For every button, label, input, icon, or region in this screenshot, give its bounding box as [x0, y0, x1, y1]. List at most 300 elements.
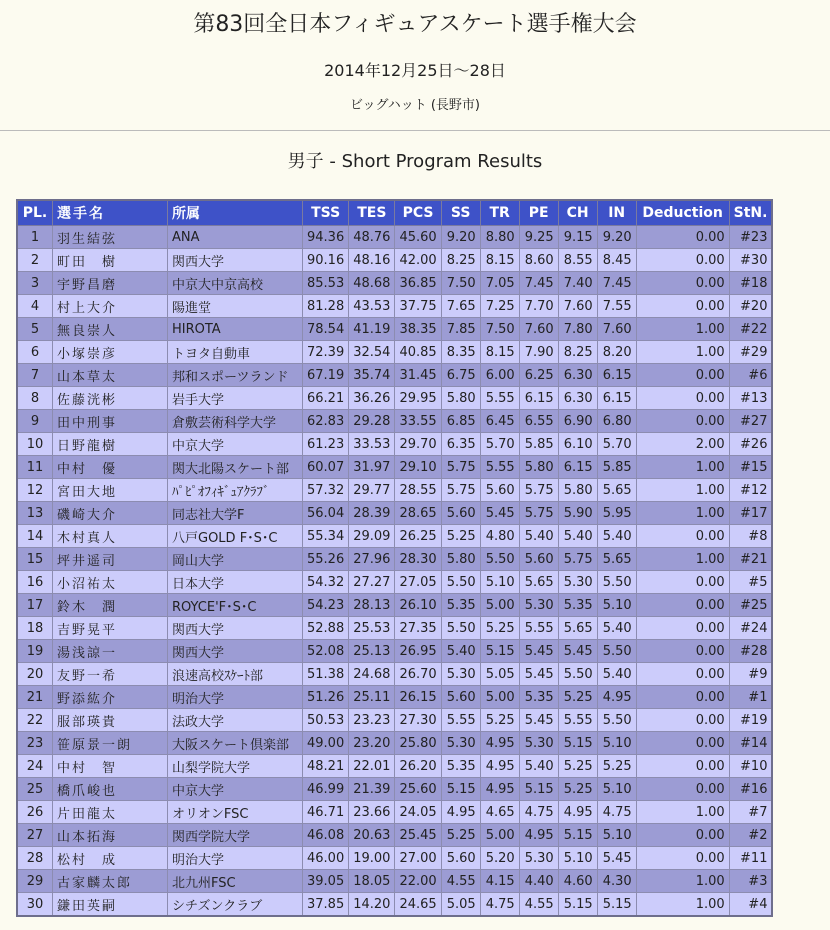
- cell-start-number: #16: [729, 778, 772, 801]
- cell-ch: 6.10: [558, 433, 597, 456]
- cell-ch: 5.30: [558, 571, 597, 594]
- cell-start-number: #17: [729, 502, 772, 525]
- cell-in: 7.60: [597, 318, 636, 341]
- cell-place: 9: [17, 410, 53, 433]
- cell-ss: 6.75: [441, 364, 480, 387]
- cell-pe: 5.45: [519, 640, 558, 663]
- cell-in: 8.20: [597, 341, 636, 364]
- cell-tss: 56.04: [303, 502, 349, 525]
- cell-start-number: #14: [729, 732, 772, 755]
- cell-in: 4.30: [597, 870, 636, 893]
- cell-skater: 野添紘介: [53, 686, 168, 709]
- cell-pe: 6.25: [519, 364, 558, 387]
- cell-start-number: #29: [729, 341, 772, 364]
- cell-in: 6.15: [597, 364, 636, 387]
- table-row: [17, 870, 772, 893]
- cell-tes: 23.66: [349, 801, 395, 824]
- cell-start-number: #18: [729, 272, 772, 295]
- cell-ss: 7.85: [441, 318, 480, 341]
- table-row: [17, 410, 772, 433]
- cell-ch: 6.15: [558, 456, 597, 479]
- cell-pcs: 36.85: [395, 272, 441, 295]
- results-body: [17, 226, 772, 917]
- cell-in: 5.85: [597, 456, 636, 479]
- cell-tss: 46.08: [303, 824, 349, 847]
- cell-place: 1: [17, 226, 53, 249]
- cell-tss: 94.36: [303, 226, 349, 249]
- cell-skater: 村上大介: [53, 295, 168, 318]
- cell-ch: 4.95: [558, 801, 597, 824]
- cell-deduction: 1.00: [636, 456, 729, 479]
- cell-ch: 6.30: [558, 387, 597, 410]
- cell-tes: 31.97: [349, 456, 395, 479]
- cell-pe: 7.70: [519, 295, 558, 318]
- cell-place: 5: [17, 318, 53, 341]
- cell-place: 13: [17, 502, 53, 525]
- col-header-ch: CH: [558, 200, 597, 226]
- table-row: [17, 525, 772, 548]
- cell-tr: 5.20: [480, 847, 519, 870]
- event-dates: 2014年12月25日～28日: [324, 61, 506, 80]
- col-header-in: IN: [597, 200, 636, 226]
- cell-pcs: 31.45: [395, 364, 441, 387]
- cell-skater: 無良崇人: [53, 318, 168, 341]
- table-row: [17, 318, 772, 341]
- results-subtitle: 男子 - Short Program Results: [287, 151, 543, 172]
- cell-deduction: 0.00: [636, 640, 729, 663]
- cell-pcs: 26.95: [395, 640, 441, 663]
- cell-place: 17: [17, 594, 53, 617]
- cell-pe: 5.55: [519, 617, 558, 640]
- cell-deduction: 0.00: [636, 824, 729, 847]
- cell-start-number: #24: [729, 617, 772, 640]
- cell-club: 邦和スポーツランド: [168, 364, 303, 387]
- cell-club: 岡山大学: [168, 548, 303, 571]
- cell-pe: 5.30: [519, 732, 558, 755]
- cell-club: ANA: [168, 226, 303, 249]
- cell-pe: 7.60: [519, 318, 558, 341]
- cell-tes: 23.23: [349, 709, 395, 732]
- cell-in: 5.65: [597, 479, 636, 502]
- cell-club: 陽進堂: [168, 295, 303, 318]
- cell-tes: 27.27: [349, 571, 395, 594]
- cell-club: 同志社大学F: [168, 502, 303, 525]
- table-row: [17, 824, 772, 847]
- cell-tss: 54.32: [303, 571, 349, 594]
- cell-ch: 8.55: [558, 249, 597, 272]
- cell-club: オリオンFSC: [168, 801, 303, 824]
- cell-tss: 81.28: [303, 295, 349, 318]
- cell-deduction: 1.00: [636, 318, 729, 341]
- cell-start-number: #26: [729, 433, 772, 456]
- table-row: [17, 686, 772, 709]
- cell-pe: 7.90: [519, 341, 558, 364]
- cell-tr: 5.10: [480, 571, 519, 594]
- table-row: [17, 847, 772, 870]
- cell-ss: 4.95: [441, 801, 480, 824]
- cell-in: 5.40: [597, 525, 636, 548]
- cell-tes: 33.53: [349, 433, 395, 456]
- cell-start-number: #30: [729, 249, 772, 272]
- cell-club: 浪速高校ｽｹｰﾄ部: [168, 663, 303, 686]
- cell-skater: 吉野晃平: [53, 617, 168, 640]
- cell-tss: 46.71: [303, 801, 349, 824]
- cell-tes: 29.09: [349, 525, 395, 548]
- cell-in: 5.50: [597, 571, 636, 594]
- cell-ch: 5.40: [558, 525, 597, 548]
- cell-tes: 43.53: [349, 295, 395, 318]
- cell-pe: 6.15: [519, 387, 558, 410]
- cell-deduction: 1.00: [636, 893, 729, 917]
- cell-deduction: 0.00: [636, 410, 729, 433]
- cell-place: 28: [17, 847, 53, 870]
- cell-pcs: 42.00: [395, 249, 441, 272]
- cell-tss: 57.32: [303, 479, 349, 502]
- cell-deduction: 0.00: [636, 594, 729, 617]
- cell-tes: 48.76: [349, 226, 395, 249]
- table-row: [17, 502, 772, 525]
- cell-tes: 35.74: [349, 364, 395, 387]
- cell-deduction: 1.00: [636, 801, 729, 824]
- cell-deduction: 0.00: [636, 249, 729, 272]
- table-row: [17, 341, 772, 364]
- cell-deduction: 0.00: [636, 709, 729, 732]
- cell-ss: 5.50: [441, 571, 480, 594]
- cell-pe: 5.60: [519, 548, 558, 571]
- results-table: [16, 199, 773, 917]
- cell-start-number: #3: [729, 870, 772, 893]
- cell-pcs: 26.25: [395, 525, 441, 548]
- cell-in: 4.75: [597, 801, 636, 824]
- cell-tr: 6.45: [480, 410, 519, 433]
- col-header-pcs: PCS: [395, 200, 441, 226]
- cell-skater: 友野一希: [53, 663, 168, 686]
- cell-place: 11: [17, 456, 53, 479]
- cell-ch: 5.75: [558, 548, 597, 571]
- cell-pe: 5.40: [519, 755, 558, 778]
- cell-tss: 37.85: [303, 893, 349, 917]
- cell-club: 山梨学院大学: [168, 755, 303, 778]
- cell-place: 10: [17, 433, 53, 456]
- cell-pcs: 28.30: [395, 548, 441, 571]
- cell-place: 26: [17, 801, 53, 824]
- cell-pcs: 27.00: [395, 847, 441, 870]
- table-row: [17, 249, 772, 272]
- cell-ss: 4.55: [441, 870, 480, 893]
- cell-place: 24: [17, 755, 53, 778]
- cell-deduction: 0.00: [636, 272, 729, 295]
- cell-ch: 5.80: [558, 479, 597, 502]
- table-row: [17, 755, 772, 778]
- cell-pcs: 29.10: [395, 456, 441, 479]
- cell-skater: 日野龍樹: [53, 433, 168, 456]
- cell-tr: 5.00: [480, 824, 519, 847]
- cell-in: 5.10: [597, 732, 636, 755]
- table-row: [17, 479, 772, 502]
- cell-club: 北九州FSC: [168, 870, 303, 893]
- cell-tss: 78.54: [303, 318, 349, 341]
- cell-skater: 小沼祐太: [53, 571, 168, 594]
- cell-pcs: 26.70: [395, 663, 441, 686]
- cell-in: 5.10: [597, 594, 636, 617]
- table-row: [17, 456, 772, 479]
- cell-pcs: 45.60: [395, 226, 441, 249]
- cell-pcs: 27.30: [395, 709, 441, 732]
- cell-in: 5.50: [597, 640, 636, 663]
- cell-tss: 67.19: [303, 364, 349, 387]
- cell-pcs: 25.80: [395, 732, 441, 755]
- cell-tss: 66.21: [303, 387, 349, 410]
- cell-in: 7.45: [597, 272, 636, 295]
- cell-place: 23: [17, 732, 53, 755]
- cell-pe: 5.40: [519, 525, 558, 548]
- cell-tes: 19.00: [349, 847, 395, 870]
- cell-tr: 5.00: [480, 686, 519, 709]
- cell-deduction: 0.00: [636, 617, 729, 640]
- cell-ch: 8.25: [558, 341, 597, 364]
- cell-tes: 23.20: [349, 732, 395, 755]
- cell-deduction: 0.00: [636, 686, 729, 709]
- cell-skater: 山本草太: [53, 364, 168, 387]
- cell-in: 5.95: [597, 502, 636, 525]
- cell-pe: 5.30: [519, 847, 558, 870]
- cell-club: 関西大学: [168, 640, 303, 663]
- cell-place: 16: [17, 571, 53, 594]
- cell-deduction: 1.00: [636, 548, 729, 571]
- cell-start-number: #2: [729, 824, 772, 847]
- cell-tr: 5.25: [480, 617, 519, 640]
- cell-tes: 28.39: [349, 502, 395, 525]
- cell-tr: 4.75: [480, 893, 519, 917]
- cell-tr: 7.05: [480, 272, 519, 295]
- cell-start-number: #5: [729, 571, 772, 594]
- cell-deduction: 0.00: [636, 226, 729, 249]
- cell-tr: 6.00: [480, 364, 519, 387]
- cell-pcs: 24.65: [395, 893, 441, 917]
- cell-ss: 8.35: [441, 341, 480, 364]
- cell-start-number: #12: [729, 479, 772, 502]
- cell-pe: 5.30: [519, 594, 558, 617]
- cell-ss: 5.55: [441, 709, 480, 732]
- cell-tes: 28.13: [349, 594, 395, 617]
- table-row: [17, 778, 772, 801]
- cell-ch: 5.65: [558, 617, 597, 640]
- cell-tes: 24.68: [349, 663, 395, 686]
- cell-skater: 坪井遥司: [53, 548, 168, 571]
- table-row: [17, 617, 772, 640]
- cell-ch: 9.15: [558, 226, 597, 249]
- cell-start-number: #27: [729, 410, 772, 433]
- cell-pcs: 27.05: [395, 571, 441, 594]
- cell-tr: 7.50: [480, 318, 519, 341]
- cell-pcs: 38.35: [395, 318, 441, 341]
- cell-club: 明治大学: [168, 686, 303, 709]
- table-row: [17, 548, 772, 571]
- cell-pe: 5.15: [519, 778, 558, 801]
- cell-place: 25: [17, 778, 53, 801]
- cell-ss: 5.25: [441, 525, 480, 548]
- cell-tr: 4.80: [480, 525, 519, 548]
- cell-ch: 5.25: [558, 686, 597, 709]
- cell-pe: 7.45: [519, 272, 558, 295]
- cell-deduction: 0.00: [636, 387, 729, 410]
- cell-tes: 36.26: [349, 387, 395, 410]
- cell-tss: 62.83: [303, 410, 349, 433]
- cell-ch: 5.25: [558, 778, 597, 801]
- cell-place: 14: [17, 525, 53, 548]
- cell-pe: 5.45: [519, 709, 558, 732]
- cell-tes: 29.28: [349, 410, 395, 433]
- cell-skater: 笹原景一朗: [53, 732, 168, 755]
- cell-in: 5.15: [597, 893, 636, 917]
- cell-skater: 田中刑事: [53, 410, 168, 433]
- cell-skater: 木村真人: [53, 525, 168, 548]
- cell-deduction: 0.00: [636, 295, 729, 318]
- cell-ss: 6.85: [441, 410, 480, 433]
- cell-ss: 5.60: [441, 686, 480, 709]
- cell-pcs: 22.00: [395, 870, 441, 893]
- cell-pcs: 27.35: [395, 617, 441, 640]
- cell-tr: 5.60: [480, 479, 519, 502]
- cell-in: 4.95: [597, 686, 636, 709]
- cell-club: 中京大学: [168, 433, 303, 456]
- cell-tes: 25.53: [349, 617, 395, 640]
- cell-in: 9.20: [597, 226, 636, 249]
- table-row: [17, 295, 772, 318]
- cell-skater: 服部瑛貴: [53, 709, 168, 732]
- cell-in: 6.15: [597, 387, 636, 410]
- cell-pe: 9.25: [519, 226, 558, 249]
- cell-deduction: 0.00: [636, 778, 729, 801]
- cell-club: 法政大学: [168, 709, 303, 732]
- cell-start-number: #22: [729, 318, 772, 341]
- cell-pe: 6.55: [519, 410, 558, 433]
- cell-tss: 54.23: [303, 594, 349, 617]
- cell-skater: 橋爪峻也: [53, 778, 168, 801]
- cell-start-number: #9: [729, 663, 772, 686]
- cell-tes: 14.20: [349, 893, 395, 917]
- cell-deduction: 0.00: [636, 663, 729, 686]
- cell-ss: 5.35: [441, 594, 480, 617]
- cell-ch: 5.15: [558, 824, 597, 847]
- cell-tes: 32.54: [349, 341, 395, 364]
- cell-in: 5.45: [597, 847, 636, 870]
- cell-in: 5.50: [597, 709, 636, 732]
- cell-skater: 羽生結弦: [53, 226, 168, 249]
- table-row: [17, 387, 772, 410]
- cell-pcs: 25.45: [395, 824, 441, 847]
- cell-place: 27: [17, 824, 53, 847]
- cell-tss: 85.53: [303, 272, 349, 295]
- cell-in: 5.25: [597, 755, 636, 778]
- cell-place: 20: [17, 663, 53, 686]
- cell-ch: 5.45: [558, 640, 597, 663]
- cell-skater: 磯崎大介: [53, 502, 168, 525]
- cell-pcs: 37.75: [395, 295, 441, 318]
- cell-pcs: 28.65: [395, 502, 441, 525]
- cell-start-number: #28: [729, 640, 772, 663]
- cell-club: シチズンクラブ: [168, 893, 303, 917]
- cell-tr: 7.25: [480, 295, 519, 318]
- cell-tr: 5.55: [480, 387, 519, 410]
- cell-club: ﾊﾟﾋﾟｵﾌｨｷﾞｭｱｸﾗﾌﾞ: [168, 479, 303, 502]
- cell-start-number: #20: [729, 295, 772, 318]
- cell-club: 中京大学: [168, 778, 303, 801]
- cell-ch: 5.90: [558, 502, 597, 525]
- cell-pe: 4.55: [519, 893, 558, 917]
- divider: [0, 130, 830, 131]
- cell-skater: 中村 優: [53, 456, 168, 479]
- cell-club: 関西学院大学: [168, 824, 303, 847]
- cell-place: 15: [17, 548, 53, 571]
- cell-pe: 5.80: [519, 456, 558, 479]
- cell-place: 8: [17, 387, 53, 410]
- cell-tes: 48.68: [349, 272, 395, 295]
- cell-ss: 5.50: [441, 617, 480, 640]
- cell-place: 3: [17, 272, 53, 295]
- cell-start-number: #6: [729, 364, 772, 387]
- cell-deduction: 0.00: [636, 525, 729, 548]
- cell-start-number: #23: [729, 226, 772, 249]
- cell-tr: 5.55: [480, 456, 519, 479]
- cell-ch: 6.90: [558, 410, 597, 433]
- cell-place: 18: [17, 617, 53, 640]
- cell-club: 大阪スケート倶楽部: [168, 732, 303, 755]
- cell-deduction: 1.00: [636, 870, 729, 893]
- cell-tes: 25.13: [349, 640, 395, 663]
- cell-club: 明治大学: [168, 847, 303, 870]
- cell-place: 2: [17, 249, 53, 272]
- cell-in: 6.80: [597, 410, 636, 433]
- cell-tes: 21.39: [349, 778, 395, 801]
- cell-ch: 5.15: [558, 732, 597, 755]
- cell-tr: 4.15: [480, 870, 519, 893]
- cell-tss: 46.99: [303, 778, 349, 801]
- cell-ss: 5.60: [441, 847, 480, 870]
- cell-tr: 8.15: [480, 341, 519, 364]
- cell-in: 5.10: [597, 778, 636, 801]
- cell-ss: 5.75: [441, 456, 480, 479]
- cell-ss: 5.35: [441, 755, 480, 778]
- cell-skater: 湯浅諒一: [53, 640, 168, 663]
- cell-pe: 5.65: [519, 571, 558, 594]
- cell-ch: 5.15: [558, 893, 597, 917]
- col-header-start-number: StN.: [729, 200, 772, 226]
- cell-ss: 5.30: [441, 663, 480, 686]
- cell-club: 関西大学: [168, 249, 303, 272]
- cell-tss: 52.88: [303, 617, 349, 640]
- cell-ch: 5.35: [558, 594, 597, 617]
- cell-place: 7: [17, 364, 53, 387]
- cell-ch: 5.10: [558, 847, 597, 870]
- cell-tss: 48.21: [303, 755, 349, 778]
- cell-pe: 4.95: [519, 824, 558, 847]
- cell-club: 関大北陽スケート部: [168, 456, 303, 479]
- cell-club: HIROTA: [168, 318, 303, 341]
- cell-tss: 39.05: [303, 870, 349, 893]
- cell-tes: 27.96: [349, 548, 395, 571]
- cell-place: 12: [17, 479, 53, 502]
- table-row: [17, 709, 772, 732]
- cell-skater: 佐藤洸彬: [53, 387, 168, 410]
- cell-tr: 5.15: [480, 640, 519, 663]
- col-header-place: PL.: [17, 200, 53, 226]
- cell-ss: 5.80: [441, 387, 480, 410]
- cell-tss: 55.34: [303, 525, 349, 548]
- cell-ss: 7.65: [441, 295, 480, 318]
- cell-tss: 52.08: [303, 640, 349, 663]
- cell-pe: 5.45: [519, 663, 558, 686]
